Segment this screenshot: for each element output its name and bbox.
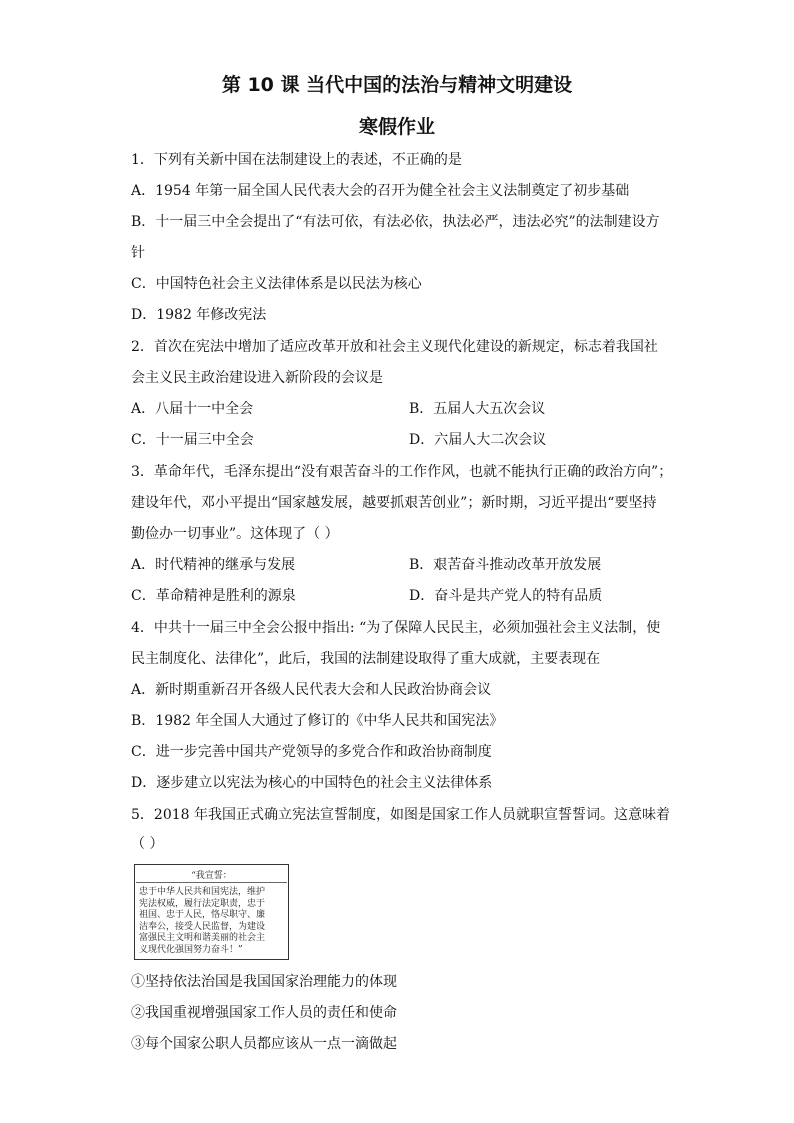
question-1-option-a: A．1954 年第一届全国人民代表大会的召开为健全社会主义法制奠定了初步基础: [131, 183, 630, 199]
question-4-stem: 4．中共十一届三中全会公报中指出: “为了保障人民民主，必须加强社会主义法制，使: [131, 620, 661, 636]
oath-text: 忠于中华人民共和国宪法，维护 宪法权威，履行法定职责，忠于 祖国、忠于人民，恪尽职守、廉 洁奉公，接受人民监督，为建设 富强民主文明和谐美丽的社会主 义现代化强国努力奋斗！”: [139, 887, 266, 955]
question-5-stem: 5．2018 年我国正式确立宪法宣誓制度，如图是国家工作人员就职宣誓誓词。这意味着: [131, 807, 670, 823]
question-4-option-d: D．逐步建立以宪法为核心的中国特色的社会主义法律体系: [131, 775, 493, 791]
page-title: 第 10 课 当代中国的法治与精神文明建设: [221, 74, 573, 96]
question-3-stem: 3．革命年代，毛泽东提出“没有艰苦奋斗的工作作风，也就不能执行正确的政治方向”；: [131, 464, 673, 480]
question-1-stem: 1．下列有关新中国在法制建设上的表述，不正确的是: [131, 152, 462, 168]
question-3-option-c: C．革命精神是胜利的源泉: [131, 588, 296, 604]
question-5-statement-3: ③每个国家公职人员都应该从一点一滴做起: [131, 1036, 397, 1052]
question-2-option-d: D．六届人大二次会议: [409, 432, 547, 448]
oath-image: [134, 864, 289, 960]
question-3-option-d: D．奋斗是共产党人的特有品质: [409, 588, 603, 604]
question-1-option-d: D．1982 年修改宪法: [131, 307, 267, 323]
question-1-option-b-cont: 针: [131, 245, 145, 261]
question-1-option-b: B．十一届三中全会提出了“有法可依，有法必依，执法必严，违法必究”的法制建设方: [131, 214, 660, 230]
question-5-statement-2: ②我国重视增强国家工作人员的责任和使命: [131, 1005, 397, 1021]
page-subtitle: 寒假作业: [358, 116, 435, 138]
question-2-stem-cont: 会主义民主政治建设进入新阶段的会议是: [131, 370, 383, 386]
oath-title: “我宣誓：: [191, 871, 232, 881]
question-3-stem-cont: 建设年代，邓小平提出“国家越发展，越要抓艰苦创业”；新时期，习近平提出“要坚持: [131, 495, 657, 511]
question-1-option-c: C．中国特色社会主义法律体系是以民法为核心: [131, 276, 422, 292]
question-4-option-a: A．新时期重新召开各级人民代表大会和人民政治协商会议: [131, 682, 492, 698]
question-4-option-c: C．进一步完善中国共产党领导的多党合作和政治协商制度: [131, 744, 492, 760]
question-4-option-b: B．1982 年全国人大通过了修订的《中华人民共和国宪法》: [131, 713, 504, 729]
question-2-option-c: C．十一届三中全会: [131, 432, 254, 448]
question-5-statement-1: ①坚持依法治国是我国国家治理能力的体现: [131, 974, 397, 990]
question-4-stem-cont: 民主制度化、法律化”，此后，我国的法制建设取得了重大成就，主要表现在: [131, 651, 601, 667]
question-3-option-b: B．艰苦奋斗推动改革开放发展: [409, 557, 602, 573]
question-2-option-b: B．五届人大五次会议: [409, 401, 546, 417]
question-3-option-a: A．时代精神的继承与发展: [131, 557, 296, 573]
question-2-stem: 2．首次在宪法中增加了适应改革开放和社会主义现代化建设的新规定，标志着我国社: [131, 339, 658, 355]
question-3-stem-cont-2: 勤俭办一切事业”。这体现了（ ）: [131, 526, 339, 542]
oath-divider: [136, 882, 287, 883]
question-5-answer-blank: （ ）: [131, 836, 164, 852]
question-2-option-a: A．八届十一中全会: [131, 401, 254, 417]
